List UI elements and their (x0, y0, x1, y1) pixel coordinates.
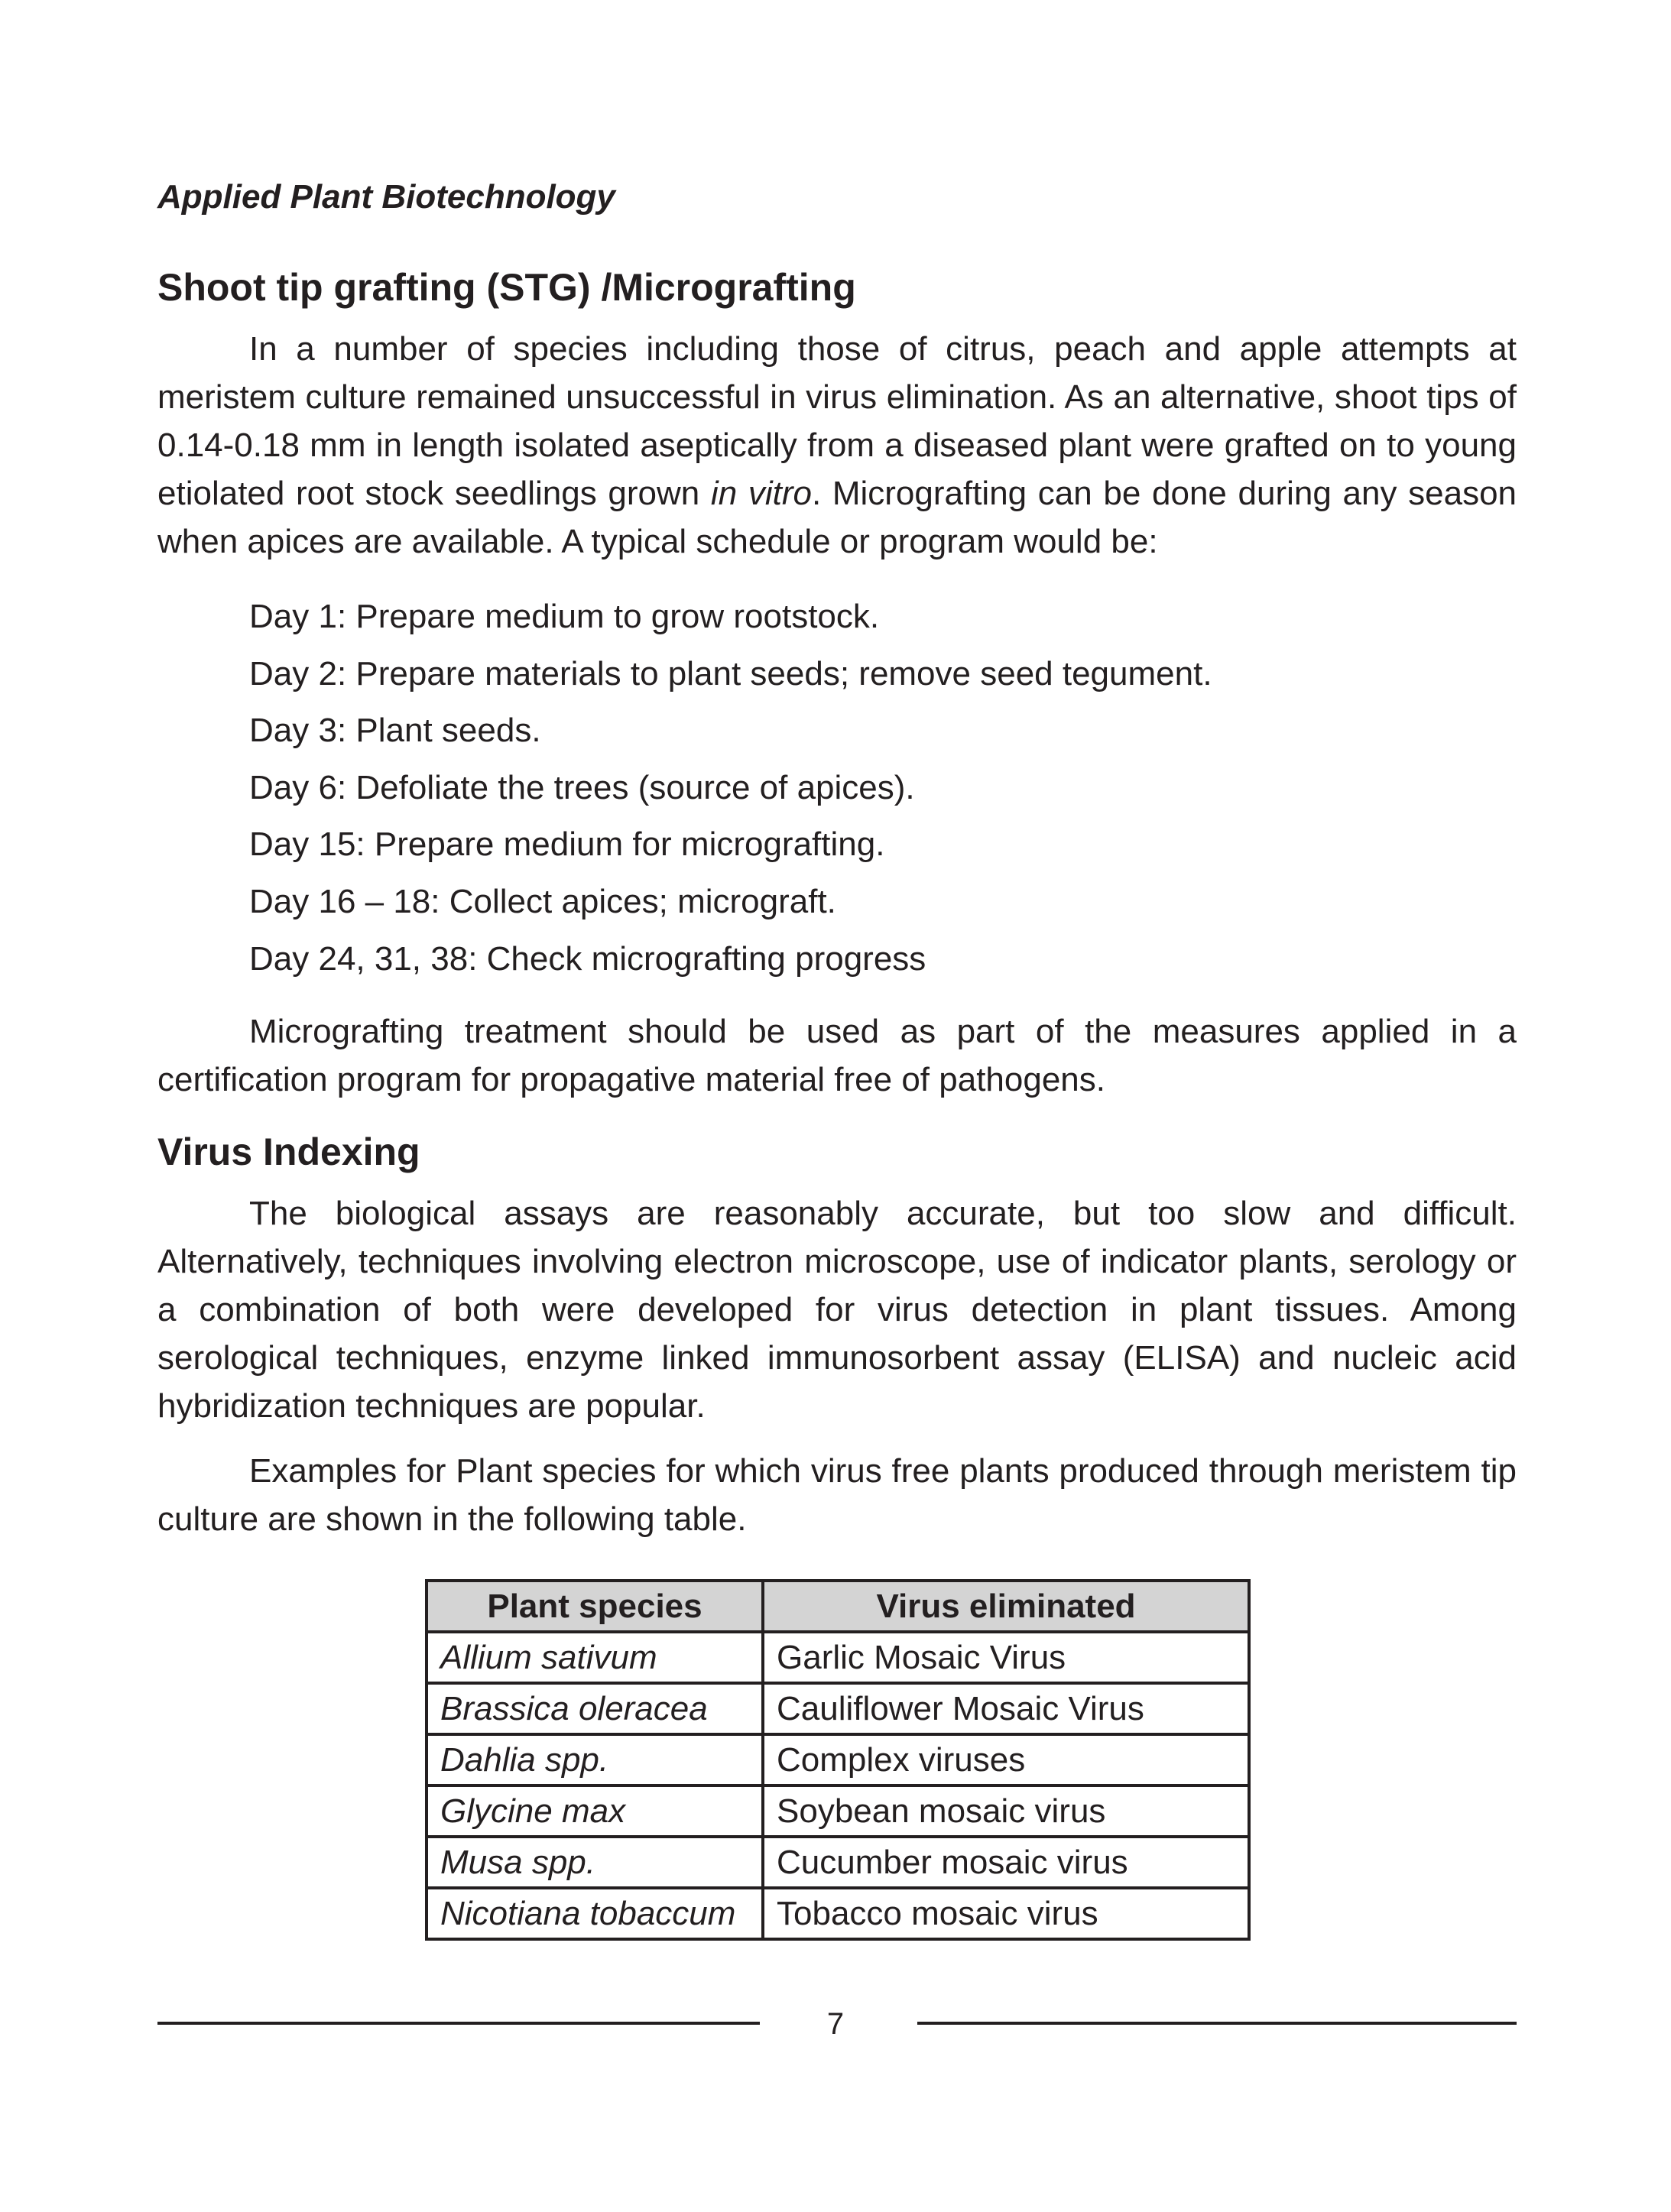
schedule-item: Day 24, 31, 38: Check micrografting progress (249, 939, 926, 978)
table-row (427, 1837, 1249, 1888)
plant-species-cell: Musa spp. (427, 1837, 763, 1888)
paragraph-text: The biological assays are reasonably accurate, but too slow and difficult. Alternatively, techniques involving electron microscope, use of indicator plants, serology or a combination of both were developed for virus detection in plant tissues. Among serological techniques, enzyme linked immunosorbent assay (ELISA) and nucleic acid hybridization techniques are popular. (157, 1195, 1517, 1425)
paragraph-micrografting-certification (157, 1007, 1517, 1104)
plant-species-cell: Dahlia spp. (427, 1734, 763, 1785)
virus-cell: Tobacco mosaic virus (763, 1888, 1249, 1939)
paragraph-virus-indexing (157, 1189, 1517, 1430)
footer-rule-right (917, 2022, 1517, 2025)
paragraph-text: . Micrografting can be done during any season when apices are available. A typical schedule or program would be: (157, 475, 1517, 560)
table-row (427, 1888, 1249, 1939)
virus-cell: Soybean mosaic virus (763, 1785, 1249, 1837)
table-row (427, 1632, 1249, 1683)
section-heading-shoot-tip-grafting: Shoot tip grafting (STG) /Micrografting (157, 266, 856, 309)
virus-cell: Complex viruses (763, 1734, 1249, 1785)
schedule-item: Day 6: Defoliate the trees (source of apices). (249, 768, 915, 806)
schedule-list (249, 590, 1212, 989)
plant-species-cell: Glycine max (427, 1785, 763, 1837)
plant-species-cell: Allium sativum (427, 1632, 763, 1683)
table-row (427, 1683, 1249, 1734)
virus-elimination-table (425, 1579, 1251, 1941)
plant-species-cell: Nicotiana tobaccum (427, 1888, 763, 1939)
paragraph-table-intro (157, 1447, 1517, 1543)
schedule-item: Day 3: Plant seeds. (249, 712, 541, 750)
schedule-item: Day 2: Prepare materials to plant seeds; remove seed tegument. (249, 654, 1212, 692)
table-header-row (427, 1581, 1249, 1632)
paragraph-italic-text: in vitro (710, 475, 812, 512)
column-header-plant-species: Plant species (427, 1581, 763, 1632)
footer-rule-left (157, 2022, 760, 2025)
schedule-item: Day 15: Prepare medium for micrografting. (249, 825, 885, 864)
page-number: 7 (826, 2007, 845, 2041)
virus-cell: Cucumber mosaic virus (763, 1837, 1249, 1888)
virus-cell: Garlic Mosaic Virus (763, 1632, 1249, 1683)
plant-species-cell: Brassica oleracea (427, 1683, 763, 1734)
column-header-virus-eliminated: Virus eliminated (763, 1581, 1249, 1632)
paragraph-text: Micrografting treatment should be used as part of the measures applied in a certification program for propagative material free of pathogens. (157, 1013, 1517, 1098)
table-row (427, 1785, 1249, 1837)
schedule-item: Day 1: Prepare medium to grow rootstock. (249, 598, 880, 635)
paragraph-text: In a number of species including those of citrus, peach and apple attempts at meristem culture remained unsuccessful in virus elimination. As an alternative, shoot tips of 0.14-0.18 mm in length isolated aseptically from a diseased plant were grafted on to young etiolated root stock seedlings grown (157, 330, 1517, 512)
section-heading-virus-indexing: Virus Indexing (157, 1130, 420, 1173)
running-head: Applied Plant Biotechnology (157, 178, 615, 216)
schedule-item: Day 16 – 18: Collect apices; micrograft. (249, 882, 836, 920)
paragraph-micrografting-intro (157, 325, 1517, 566)
virus-cell: Cauliflower Mosaic Virus (763, 1683, 1249, 1734)
paragraph-text: Examples for Plant species for which virus free plants produced through meristem tip culture are shown in the following table. (157, 1452, 1517, 1538)
table-row (427, 1734, 1249, 1785)
